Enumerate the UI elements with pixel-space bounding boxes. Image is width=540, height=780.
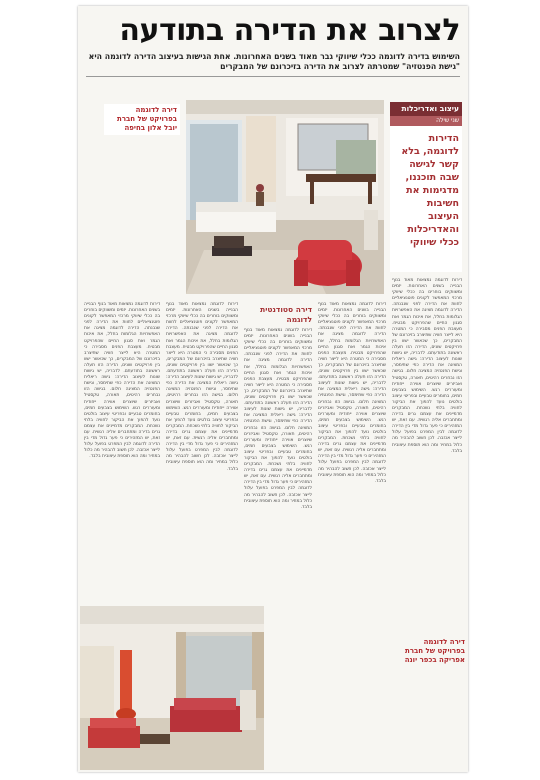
article-subhead: השימוש בדירה לדוגמה ככלי שיווקי גבר מאוד בשנים האחרונות. אחת הגישות בעיצוב הדירה לדוגמה היא "גישת הפנטזיה" שמטרתה לצרוב את הדירה בזיכרונם של המבקרים: [88, 52, 460, 71]
column-3-text: דירות לדוגמה נמצאות מאוד בנוף הבנייה בשנים האחרונות. יזמים ומשווקים בוחרים בה ככלי שיווקי מרכזי המאפשר לקונים פוטנציאליים לחוות את הדירה לפני שנבנתה. הדירה לדוגמה מציגה את האפשרויות הגלומות בחלל, את איכות הגמר ואת סגנון החיים שהפרויקט מבטיח. מעצבת הפנים מסבירה כי המטרה היא לייצר חוויה שתיצרב בזיכרונם של המבקרים, כך שכאשר ישוו בין פרויקטים שונים, הדירה הזו תעלה ראשונה בתודעתם. לדבריה, יש גישות שונות לעיצוב הדירה: גישה ריאלית המציגה את הדירה כפי שתימסר, וגישת הפנטזיה המציגה חלום. בגישה הזו נבחרים רהיטים, תאורה, טקסטיל ואביזרים שיוצרים אווירה ייחודית ומעוררים רגש. השימוש בצבעים חמים, בחומרים טבעיים ובפריטי עיצוב בולטים נועד להפוך את הביקור לחוויה בלתי נשכחת. המבקרים מדמיינים את עצמם גרים בדירה ומתחברים אליה רגשית. עם זאת, יש המזהירים כי פער גדול מדי בין הדירה לדוגמה לבין המפרט בפועל עלול לייצר אכזבה. לכן חשוב להבהיר מה כלול במחיר ומה הוא תוספת עיצובית בלבד.: [244, 328, 312, 510]
salon-photo: [80, 606, 264, 770]
author-byline: שני שילה: [390, 116, 462, 126]
section-tag: עיצוב ואדריכלות: [390, 102, 462, 116]
column-2-text: דירות לדוגמה נמצאות מאוד בנוף הבנייה בשנים האחרונות. יזמים ומשווקים בוחרים בה ככלי שיווקי מרכזי המאפשר לקונים פוטנציאליים לחוות את הדירה לפני שנבנתה. הדירה לדוגמה מציגה את האפשרויות הגלומות בחלל, את איכות הגמר ואת סגנון החיים שהפרויקט מבטיח. מעצבת הפנים מסבירה כי המטרה היא לייצר חוויה שתיצרב בזיכרונם של המבקרים, כך שכאשר ישוו בין פרויקטים שונים, הדירה הזו תעלה ראשונה בתודעתם. לדבריה, יש גישות שונות לעיצוב הדירה: גישה ריאלית המציגה את הדירה כפי שתימסר, וגישת הפנטזיה המציגה חלום. בגישה הזו נבחרים רהיטים, תאורה, טקסטיל ואביזרים שיוצרים אווירה ייחודית ומעוררים רגש. השימוש בצבעים חמים, בחומרים טבעיים ובפריטי עיצוב בולטים נועד להפוך את הביקור לחוויה בלתי נשכחת. המבקרים מדמיינים את עצמם גרים בדירה ומתחברים אליה רגשית. עם זאת, יש המזהירים כי פער גדול מדי בין הדירה לדוגמה לבין המפרט בפועל עלול לייצר אכזבה. לכן חשוב להבהיר מה כלול במחיר ומה הוא תוספת עיצובית בלבד.: [318, 302, 386, 484]
header-divider: [86, 76, 460, 77]
column-4-text: דירות לדוגמה נמצאות מאוד בנוף הבנייה בשנים האחרונות. יזמים ומשווקים בוחרים בה ככלי שיווקי מרכזי המאפשר לקונים פוטנציאליים לחוות את הדירה לפני שנבנתה. הדירה לדוגמה מציגה את האפשרויות הגלומות בחלל, את איכות הגמר ואת סגנון החיים שהפרויקט מבטיח. מעצבת הפנים מסבירה כי המטרה היא לייצר חוויה שתיצרב בזיכרונם של המבקרים, כך שכאשר ישוו בין פרויקטים שונים, הדירה הזו תעלה ראשונה בתודעתם. לדבריה, יש גישות שונות לעיצוב הדירה: גישה ריאלית המציגה את הדירה כפי שתימסר, וגישת הפנטזיה המציגה חלום. בגישה הזו נבחרים רהיטים, תאורה, טקסטיל ואביזרים שיוצרים אווירה ייחודית ומעוררים רגש. השימוש בצבעים חמים, בחומרים טבעיים ובפריטי עיצוב בולטים נועד להפוך את הביקור לחוויה בלתי נשכחת. המבקרים מדמיינים את עצמם גרים בדירה ומתחברים אליה רגשית. עם זאת, יש המזהירים כי פער גדול מדי בין הדירה לדוגמה לבין המפרט בפועל עלול לייצר אכזבה. לכן חשוב להבהיר מה כלול במחיר ומה הוא תוספת עיצובית בלבד.: [166, 302, 238, 472]
body-subtitle: דירה סטודנטית לדוגמה: [260, 305, 312, 324]
text-column-1: [392, 278, 462, 598]
column-1-text: דירות לדוגמה נמצאות מאוד בנוף הבנייה בשנים האחרונות. יזמים ומשווקים בוחרים בה ככלי שיווקי מרכזי המאפשר לקונים פוטנציאליים לחוות את הדירה לפני שנבנתה. הדירה לדוגמה מציגה את האפשרויות הגלומות בחלל, את איכות הגמר ואת סגנון החיים שהפרויקט מבטיח. מעצבת הפנים מסבירה כי המטרה היא לייצר חוויה שתיצרב בזיכרונם של המבקרים, כך שכאשר ישוו בין פרויקטים שונים, הדירה הזו תעלה ראשונה בתודעתם. לדבריה, יש גישות שונות לעיצוב הדירה: גישה ריאלית המציגה את הדירה כפי שתימסר, וגישת הפנטזיה המציגה חלום. בגישה הזו נבחרים רהיטים, תאורה, טקסטיל ואביזרים שיוצרים אווירה ייחודית ומעוררים רגש. השימוש בצבעים חמים, בחומרים טבעיים ובפריטי עיצוב בולטים נועד להפוך את הביקור לחוויה בלתי נשכחת. המבקרים מדמיינים את עצמם גרים בדירה ומתחברים אליה רגשית. עם זאת, יש המזהירים כי פער גדול מדי בין הדירה לדוגמה לבין המפרט בפועל עלול לייצר אכזבה. לכן חשוב להבהיר מה כלול במחיר ומה הוא תוספת עיצובית בלבד.: [392, 278, 462, 454]
section-sidebar: [390, 102, 462, 272]
text-column-4: [166, 302, 238, 602]
living-room-photo: [186, 100, 384, 294]
column-5-text: דירות לדוגמה נמצאות מאוד בנוף הבנייה בשנים האחרונות. יזמים ומשווקים בוחרים בה ככלי שיווקי מרכזי המאפשר לקונים פוטנציאליים לחוות את הדירה לפני שנבנתה. הדירה לדוגמה מציגה את האפשרויות הגלומות בחלל, את איכות הגמר ואת סגנון החיים שהפרויקט מבטיח. מעצבת הפנים מסבירה כי המטרה היא לייצר חוויה שתיצרב בזיכרונם של המבקרים, כך שכאשר ישוו בין פרויקטים שונים, הדירה הזו תעלה ראשונה בתודעתם. לדבריה, יש גישות שונות לעיצוב הדירה: גישה ריאלית המציגה את הדירה כפי שתימסר, וגישת הפנטזיה המציגה חלום. בגישה הזו נבחרים רהיטים, תאורה, טקסטיל ואביזרים שיוצרים אווירה ייחודית ומעוררים רגש. השימוש בצבעים חמים, בחומרים טבעיים ובפריטי עיצוב בולטים נועד להפוך את הביקור לחוויה בלתי נשכחת. המבקרים מדמיינים את עצמם גרים בדירה ומתחברים אליה רגשית. עם זאת, יש המזהירים כי פער גדול מדי בין הדירה לדוגמה לבין המפרט בפועל עלול לייצר אכזבה. לכן חשוב להבהיר מה כלול במחיר ומה הוא תוספת עיצובית בלבד.: [84, 302, 160, 460]
pull-quote: הדירות לדוגמה, בלא קשר לגישה שבה תוכננו, מדגימות את חשיבות העיצוב והאדריכלות ככלי שיווקי: [401, 133, 459, 248]
article-headline: לצרוב את הדירה בתודעה: [119, 13, 460, 48]
photo-caption-bottom: דירה לדוגמה בפרויקט של חברת אפריקה בכפר יונה: [404, 638, 465, 664]
newspaper-page: [78, 6, 468, 772]
text-column-5: [84, 302, 160, 602]
photo-caption-top: דירה לדוגמה בפרויקט של חברת יובל אלון בחיפה: [104, 104, 180, 135]
text-column-2: [318, 302, 386, 772]
